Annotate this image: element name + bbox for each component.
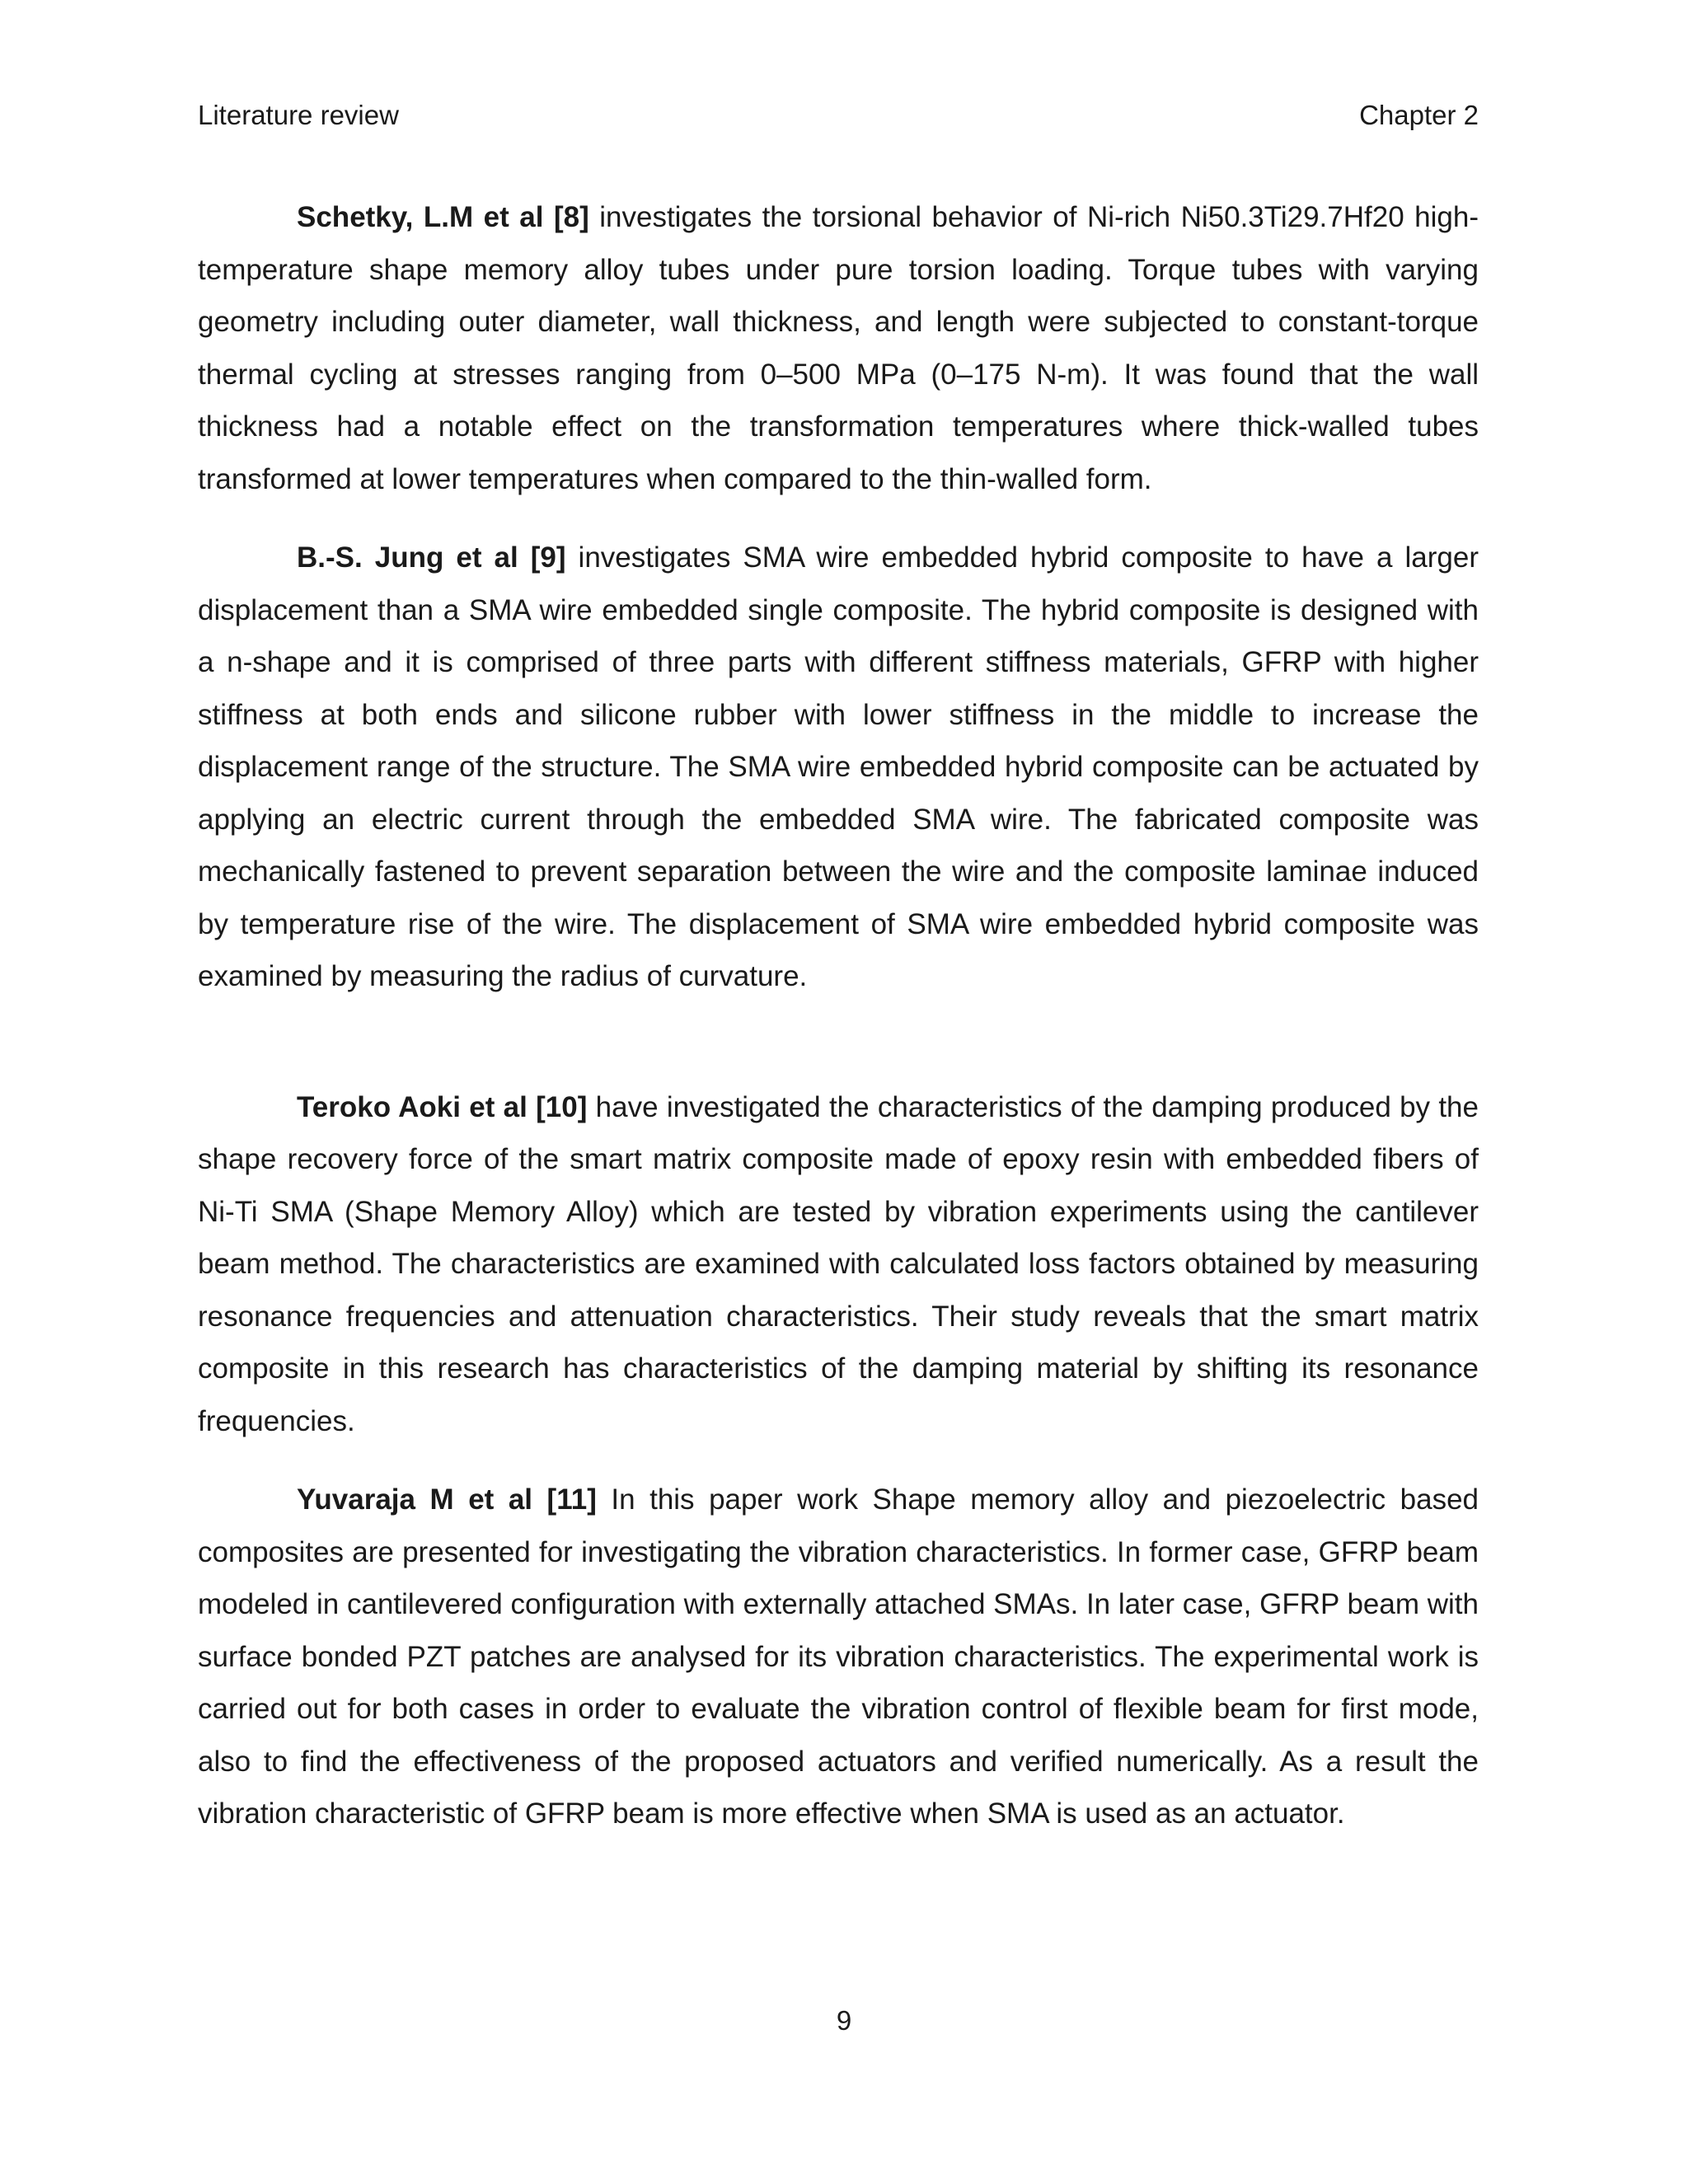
paragraph-text: investigates SMA wire embedded hybrid composite to have a larger displacement than a SMA wire embedded single composite. The hybrid composite is designed with a n-shape and it is comprised of three parts with different stiffness materials, GFRP with higher stiffness at both ends and silicone rubber with lower stiffness in the middle to increase the displacement range of the structure. The SMA wire embedded hybrid composite can be actuated by applying an electric current through the embedded SMA wire. The fabricated composite was mechanically fastened to prevent separation between the wire and the composite laminae induced by temperature rise of the wire. The displacement of SMA wire embedded hybrid composite was examined by measuring the radius of curvature. — [198, 541, 1479, 992]
document-body — [198, 191, 1479, 1840]
paragraph-text: have investigated the characteristics of the damping produced by the shape recovery force of the smart matrix composite made of epoxy resin with embedded fibers of Ni-Ti SMA (Shape Memory Alloy) which are tested by vibration experiments using the cantilever beam method. The characteristics are examined with calculated loss factors obtained by measuring resonance frequencies and attenuation characteristics. Their study reveals that the smart matrix composite in this research has characteristics of the damping material by shifting its resonance frequencies. — [198, 1090, 1479, 1437]
page-header — [198, 97, 1479, 134]
paragraph-text: investigates the torsional behavior of Ni-rich Ni50.3Ti29.7Hf20 high-temperature shape memory alloy tubes under pure torsion loading. Torque tubes with varying geometry including outer diameter, wall thickness, and length were subjected to constant-torque thermal cycling at stresses ranging from 0–500 MPa (0–175 N-m). It was found that the wall thickness had a notable effect on the transformation temperatures where thick-walled tubes transformed at lower temperatures when compared to the thin-walled form. — [198, 201, 1479, 495]
author-citation: Schetky, L.M et al [8] — [297, 201, 589, 233]
paragraph-schetky — [198, 191, 1479, 505]
paragraph-text: In this paper work Shape memory alloy and piezoelectric based composites are presented for investigating the vibration characteristics. In former case, GFRP beam modeled in cantilevered configuration with externally attached SMAs. In later case, GFRP beam with surface bonded PZT patches are analysed for its vibration characteristics. The experimental work is carried out for both cases in order to evaluate the vibration control of flexible beam for first mode, also to find the effectiveness of the proposed actuators and verified numerically. As a result the vibration characteristic of GFRP beam is more effective when SMA is used as an actuator. — [198, 1483, 1479, 1830]
author-citation: Teroko Aoki et al [10] — [297, 1090, 588, 1123]
paragraph-jung — [198, 532, 1479, 1003]
paragraph-yuvaraja — [198, 1474, 1479, 1840]
header-chapter-label: Chapter 2 — [1359, 100, 1479, 130]
author-citation: Yuvaraja M et al [11] — [297, 1483, 597, 1516]
paragraph-aoki — [198, 1081, 1479, 1448]
header-section-title: Literature review — [198, 100, 399, 130]
author-citation: B.-S. Jung et al [9] — [297, 541, 566, 574]
page-number: 9 — [836, 2005, 852, 2036]
